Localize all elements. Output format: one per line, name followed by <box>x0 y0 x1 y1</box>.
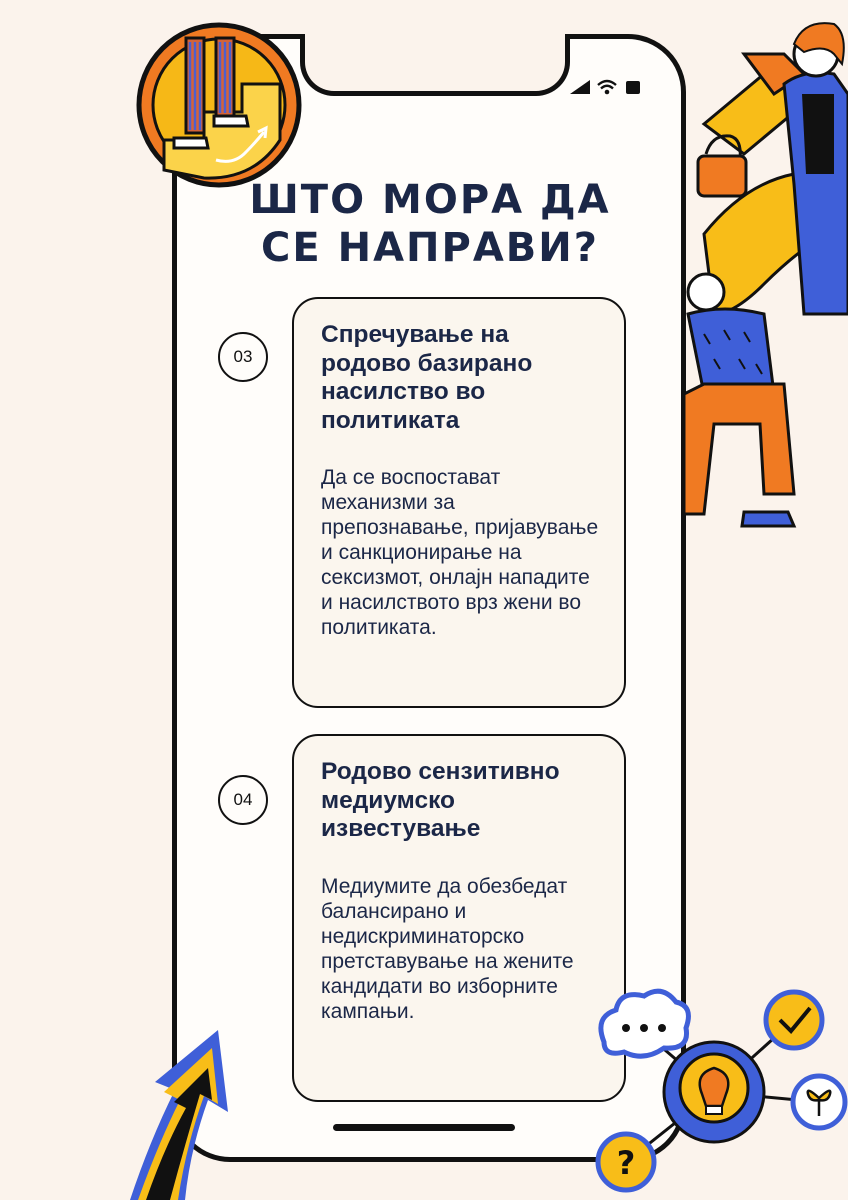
step-card-04 <box>292 734 626 1102</box>
step-body-03: Да се воспостават механизми за препознавање, пријавување и санкционирање на сексизмот, онлајн нападите и насилството врз жени во политиката. <box>321 466 599 639</box>
step-heading-03: Спречување на родово базирано насилство во политиката <box>321 321 533 434</box>
home-indicator <box>333 1124 515 1131</box>
svg-text:?: ? <box>616 1144 636 1182</box>
step-heading-04: Родово сензитивно медиумско известување <box>321 758 560 842</box>
phone-notch <box>300 34 570 96</box>
step-body-04: Медиумите да обезбедат балансирано и недискриминаторско претставување на жените кандидати во изборните кампањи. <box>321 874 574 1023</box>
battery-icon <box>626 81 640 94</box>
step-number-03: 03 <box>218 332 268 382</box>
status-bar-icons <box>566 76 656 96</box>
people-climbing-illustration <box>684 14 848 534</box>
lightbulb-network-icon <box>594 982 848 1200</box>
step-number-04: 04 <box>218 775 268 825</box>
page-title: ШТО МОРА ДА СЕ НАПРАВИ? <box>249 177 611 271</box>
signal-icon <box>570 80 590 94</box>
stairs-badge-icon <box>134 20 304 190</box>
step-card-03 <box>292 297 626 708</box>
arrow-up-icon <box>100 1020 260 1200</box>
wifi-icon <box>598 81 616 89</box>
